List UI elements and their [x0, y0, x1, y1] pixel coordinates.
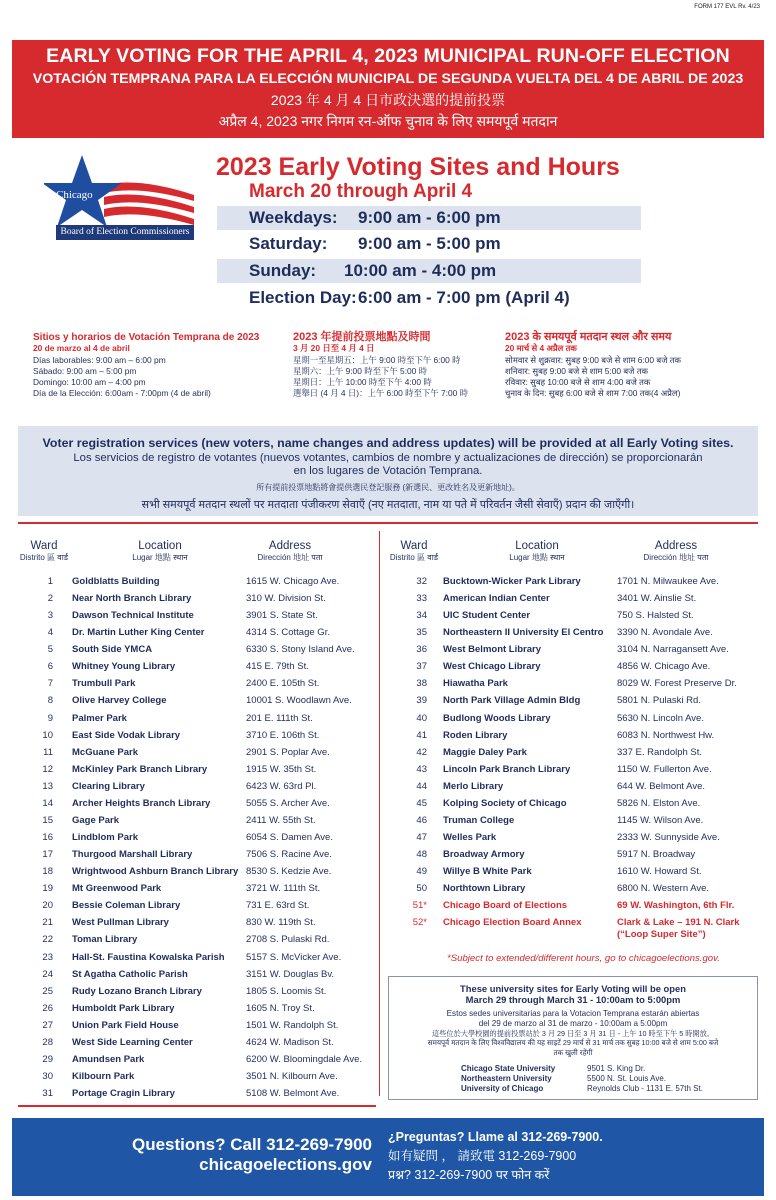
hours-label: Saturday: [249, 234, 328, 253]
site-name: McGuane Park [72, 746, 138, 758]
university-es-1: Estos sedes universitarias para la Votacion Temprana estarán abiertas [446, 1009, 700, 1018]
site-address: 2411 W. 55th St. [246, 814, 316, 826]
site-address: 644 W. Belmont Ave. [617, 780, 706, 792]
site-name: Trumbull Park [72, 678, 136, 690]
extended-hours-note: *Subject to extended/different hours, go to chicagoelections.gov. [447, 953, 720, 964]
site-name: Truman College [443, 814, 515, 826]
site-address: 8530 S. Kedzie Ave. [246, 866, 332, 878]
ward-number: 13 [42, 780, 53, 792]
site-name: Amundsen Park [72, 1053, 145, 1065]
ward-number: 51* [412, 900, 427, 912]
site-name: Chicago Board of Elections [443, 900, 568, 912]
site-name: Budlong Woods Library [443, 712, 551, 724]
site-name: Hiawatha Park [443, 678, 508, 690]
site-name: Bessie Coleman Library [72, 900, 181, 912]
site-address: 5917 N. Broadway [617, 849, 696, 861]
lang-line: 星期日：上午 10:00 時至下午 4:00 時 [293, 377, 432, 388]
hours-election-day [217, 286, 641, 310]
divider [18, 1105, 376, 1107]
site-address: 5108 W. Belmont Ave. [246, 1088, 340, 1100]
site-address: 750 S. Halsted St. [617, 610, 694, 622]
site-name: Thurgood Marshall Library [72, 849, 193, 861]
ward-number: 25 [42, 985, 53, 997]
lang-hi-block [505, 332, 681, 400]
site-address: 8029 W. Forest Preserve Dr. [617, 678, 737, 690]
title-es: VOTACIÓN TEMPRANA PARA LA ELECCIÓN MUNICIPAL DE SEGUNDA VUELTA DEL 4 DE ABRIL DE 2023 [32, 71, 744, 87]
site-name: Willye B White Park [443, 866, 532, 878]
university-item: Chicago State University 9501 S. King Dr. [461, 1064, 646, 1073]
ward-number: 44 [416, 780, 427, 792]
ward-number: 14 [42, 797, 53, 809]
site-name: St Agatha Catholic Parish [72, 968, 188, 980]
sites-dates: March 20 through April 4 [249, 181, 473, 202]
site-address: 830 W. 119th St. [246, 917, 316, 929]
site-name: West Belmont Library [443, 644, 542, 656]
site-address: 201 E. 111th St. [246, 712, 313, 724]
site-address: 4624 W. Madison St. [246, 1036, 334, 1048]
site-name: East Side Vodak Library [72, 729, 181, 741]
site-address: 3151 W. Douglas Bv. [246, 968, 335, 980]
lang-line: Días laborables: 9:00 am – 6:00 pm [33, 354, 166, 365]
university-es-2: del 29 de marzo al 31 de marzo - 10:00am a 5:00pm [478, 1018, 668, 1028]
ward-number: 24 [42, 968, 53, 980]
site-name: Gage Park [72, 814, 119, 826]
site-address: 3901 S. State St. [246, 610, 318, 622]
lang-line: Día de la Elección: 6:00am - 7:00pm (4 de abril) [33, 388, 211, 399]
ward-number: 40 [416, 712, 427, 724]
site-name: Welles Park [443, 832, 497, 844]
ward-number: 38 [416, 678, 427, 690]
hours-weekdays [217, 206, 641, 230]
registration-es-1: Los servicios de registro de votantes (nuevos votantes, cambios de nombre y actualizaciones de dirección) se proporcionarán [73, 452, 703, 464]
site-address: 415 E. 79th St. [246, 661, 309, 673]
hours-label: Election Day: [249, 288, 357, 307]
site-name: Wrightwood Ashburn Branch Library [72, 866, 239, 878]
site-address: 1615 W. Chicago Ave. [246, 576, 340, 587]
lang-es-block [33, 332, 259, 400]
ward-number: 31 [42, 1088, 53, 1100]
ward-number: 52* [412, 917, 427, 929]
ward-number: 47 [416, 832, 427, 844]
lang-line: सोमवार से शुक्रवार: सुबह 9:00 बजे से शाम 6:00 बजे तक [505, 354, 681, 365]
ward-number: 29 [42, 1053, 53, 1065]
ward-number: 34 [416, 610, 427, 622]
site-address: 4856 W. Chicago Ave. [617, 661, 711, 673]
site-name: Merlo Library [443, 780, 504, 792]
site-address: 3104 N. Narragansett Ave. [617, 644, 729, 656]
site-address: 7506 S. Racine Ave. [246, 849, 332, 861]
ward-number: 7 [47, 678, 53, 690]
site-address: 2708 S. Pulaski Rd. [246, 934, 330, 946]
site-address: 3501 N. Kilbourn Ave. [246, 1071, 338, 1083]
sites-title: 2023 Early Voting Sites and Hours [216, 153, 620, 181]
university-sites-box [388, 976, 758, 1100]
site-address: 1150 W. Fullerton Ave. [617, 763, 712, 775]
site-address: 1915 W. 35th St. [246, 763, 317, 775]
hours-value: 10:00 am - 4:00 pm [344, 261, 497, 280]
ward-number: 16 [42, 832, 53, 844]
ward-number: 1 [47, 576, 53, 587]
ward-number: 9 [47, 712, 53, 724]
ward-header: Ward Distrito 區 वार्ड [389, 540, 439, 562]
site-address: 5055 S. Archer Ave. [246, 797, 330, 809]
site-name: American Indian Center [443, 593, 550, 605]
site-name: Union Park Field House [72, 1019, 179, 1031]
ward-number: 33 [416, 593, 427, 605]
ward-number: 19 [42, 883, 53, 895]
ward-number: 6 [47, 661, 53, 673]
university-item: University of Chicago Reynolds Club - 1131 E. 57th St. [461, 1084, 703, 1093]
site-address: 1610 W. Howard St. [617, 866, 702, 878]
title-banner [12, 40, 764, 138]
site-address: 2901 S. Poplar Ave. [246, 746, 330, 758]
divider [18, 522, 758, 524]
site-address: 5157 S. McVicker Ave. [246, 951, 342, 963]
ward-number: 37 [416, 661, 427, 673]
site-name: Maggie Daley Park [443, 746, 527, 758]
site-name: Rudy Lozano Branch Library [72, 985, 202, 997]
lang-heading: 2023 年提前投票地點及時間 [293, 331, 431, 343]
lang-line: Domingo: 10:00 am – 4:00 pm [33, 377, 146, 388]
site-name: Roden Library [443, 729, 508, 741]
hours-label: Sunday: [249, 261, 317, 280]
ward-number: 11 [43, 746, 53, 758]
site-name: Goldblatts Building [72, 576, 160, 587]
university-list [461, 1064, 703, 1094]
site-name: Kolping Society of Chicago [443, 797, 567, 809]
site-name: South Side YMCA [72, 644, 153, 656]
hours-saturday [217, 232, 641, 256]
site-address: 337 E. Randolph St. [617, 746, 703, 758]
site-address: 3721 W. 111th St. [246, 883, 321, 895]
site-address: 3401 W. Ainslie St. [617, 593, 697, 605]
address-header: Address Dirección 地址 पता [643, 540, 709, 562]
site-address: 10001 S. Woodlawn Ave. [246, 695, 352, 707]
lang-zh-block [293, 332, 468, 400]
ward-number: 41 [416, 729, 427, 741]
lang-line: 星期一至星期五：上午 9:00 時至下午 6:00 時 [293, 354, 461, 365]
registration-zh: 所有提前投票地點將會提供選民登記服務 (新選民、更改姓名及更新地址)。 [256, 483, 520, 492]
lang-line: चुनाव के दिन: सुबह 6:00 बजे से शाम 7:00 तक(4 अप्रैल) [505, 388, 681, 399]
site-name: West Pullman Library [72, 917, 169, 929]
site-name: Bucktown-Wicker Park Library [443, 576, 581, 587]
hours-value: 9:00 am - 5:00 pm [358, 234, 501, 253]
site-address: Clark & Lake – 191 N. Clark [617, 917, 740, 929]
site-name: Humboldt Park Library [72, 1002, 175, 1014]
site-address: 1145 W. Wilson Ave. [617, 814, 704, 826]
ward-number: 4 [47, 627, 53, 639]
university-hi-1: समयपूर्व मतदान के लिए विश्वविद्यालय की यह साइटें 29 मार्च से 31 मार्च तक सुबह 10:00 बजे से शाम 5:00 बजे [427, 1038, 719, 1048]
university-en-1: These university sites for Early Voting will be open [460, 983, 686, 994]
site-address-line2: (“Loop Super Site”) [617, 929, 706, 941]
ward-number: 8 [47, 695, 53, 707]
lang-line: रविवार: सुबह 10:00 बजे से शाम 4:00 बजे तक [505, 377, 651, 388]
site-name: Olive Harvey College [72, 695, 167, 707]
site-name: Lindblom Park [72, 832, 138, 844]
site-name: Palmer Park [72, 712, 127, 724]
questions-hi: प्रश्न? 312-269-7900 पर फोन करें [388, 1168, 550, 1182]
hours-value: 9:00 am - 6:00 pm [358, 208, 501, 227]
registration-notice [18, 426, 758, 516]
lang-dates: 20 मार्च से 4 अप्रैल तक [505, 343, 577, 354]
ward-number: 28 [42, 1036, 53, 1048]
ward-number: 27 [42, 1019, 53, 1031]
site-name: Portage Cragin Library [72, 1088, 175, 1100]
site-address: 6083 N. Northwest Hw. [617, 729, 715, 741]
ward-number: 17 [42, 849, 53, 861]
site-name: Toman Library [72, 934, 138, 946]
site-name: West Side Learning Center [72, 1036, 193, 1048]
site-address: 3390 N. Avondale Ave. [617, 627, 713, 639]
ward-number: 22 [42, 934, 53, 946]
site-address: 5826 N. Elston Ave. [617, 797, 701, 809]
site-name: Whitney Young Library [72, 661, 176, 673]
ward-number: 43 [416, 763, 427, 775]
ward-number: 12 [42, 763, 53, 775]
hours-sunday [217, 259, 641, 283]
ward-number: 23 [42, 951, 53, 963]
site-address: 2333 W. Sunnyside Ave. [617, 832, 720, 844]
address-header: Address Dirección 地址 पता [257, 540, 323, 562]
site-address: 1805 S. Loomis St. [246, 985, 327, 997]
questions-es: ¿Preguntas? Llame al 312-269-7900. [388, 1130, 603, 1144]
ward-number: 45 [416, 797, 427, 809]
ward-number: 36 [416, 644, 427, 656]
site-address: 69 W. Washington, 6th Flr. [617, 900, 735, 912]
university-hi-2: तक खुली रहेंगी [553, 1047, 593, 1057]
ward-number: 26 [42, 1002, 53, 1014]
site-name: Hall-St. Faustina Kowalska Parish [72, 951, 225, 963]
ward-number: 30 [42, 1071, 53, 1083]
title-zh: 2023 年 4 月 4 日市政決選的提前投票 [270, 92, 506, 108]
site-name: Northtown Library [443, 883, 526, 895]
site-address: 3710 E. 106th St. [246, 729, 320, 741]
site-address: 731 E. 63rd St. [246, 900, 310, 912]
site-name: Northeastern II University El Centro [443, 627, 604, 639]
site-name: Near North Branch Library [72, 593, 192, 605]
site-name: Chicago Election Board Annex [443, 917, 582, 929]
ward-number: 20 [42, 900, 53, 912]
ward-number: 48 [416, 849, 427, 861]
form-id: FORM 177 EVL Rv. 4/23 [694, 4, 760, 10]
hours-value: 6:00 am - 7:00 pm (April 4) [358, 288, 570, 307]
location-header: Location Lugar 地點 स्थान [509, 540, 565, 562]
website-link[interactable]: chicagoelections.gov [199, 1155, 372, 1174]
chicago-board-logo [44, 155, 202, 243]
site-address: 5630 N. Lincoln Ave. [617, 712, 704, 724]
site-address: 6423 W. 63rd Pl. [246, 780, 317, 792]
site-address: 6054 S. Damen Ave. [246, 832, 333, 844]
ward-number: 10 [42, 729, 53, 741]
logo-org: Board of Election Commissioners [56, 225, 194, 240]
ward-number: 49 [416, 866, 427, 878]
site-name: Lincoln Park Branch Library [443, 763, 571, 775]
site-name: UIC Student Center [443, 610, 531, 622]
site-name: McKinley Park Branch Library [72, 763, 208, 775]
contact-en [132, 1135, 372, 1175]
ward-number: 21 [42, 917, 53, 929]
site-name: Clearing Library [72, 780, 145, 792]
university-en-2: March 29 through March 31 - 10:00am to 5:00pm [465, 994, 681, 1005]
site-address: 310 W. Division St. [246, 593, 326, 605]
site-name: North Park Village Admin Bldg [443, 695, 581, 707]
site-address: 6330 S. Stony Island Ave. [246, 644, 355, 656]
ward-number: 35 [416, 627, 427, 639]
site-address: 4314 S. Cottage Gr. [246, 627, 330, 639]
lang-dates: 20 de marzo al 4 de abril [33, 343, 130, 354]
ward-number: 3 [47, 610, 53, 622]
contact-banner [12, 1118, 764, 1196]
site-address: 1701 N. Milwaukee Ave. [617, 576, 719, 587]
university-zh: 這些位於大學校園的提前投票站於 3 月 29 日至 3 月 31 日 - 上午 10 時至下午 5 時開放。 [432, 1029, 714, 1039]
site-address: 6800 N. Western Ave. [617, 883, 710, 895]
title-en: EARLY VOTING FOR THE APRIL 4, 2023 MUNICIPAL RUN-OFF ELECTION [46, 45, 730, 67]
ward-number: 15 [42, 814, 53, 826]
ward-number: 18 [42, 866, 53, 878]
hours-label: Weekdays: [249, 208, 338, 227]
ward-number: 42 [416, 746, 427, 758]
site-name: Kilbourn Park [72, 1071, 135, 1083]
registration-es-2: en los lugares de Votación Temprana. [293, 465, 483, 477]
site-name: Mt Greenwood Park [72, 883, 162, 895]
site-address: 2400 E. 105th St. [246, 678, 320, 690]
site-name: West Chicago Library [443, 661, 541, 673]
site-address: 5801 N. Pulaski Rd. [617, 695, 701, 707]
questions-zh: 如有疑問 ， 請致電 312-269-7900 [388, 1149, 577, 1163]
ward-number: 46 [416, 814, 427, 826]
ward-number: 50 [416, 883, 427, 895]
site-name: Dawson Technical Institute [72, 610, 194, 622]
location-header: Location Lugar 地點 स्थान [132, 540, 188, 562]
lang-dates: 3 月 20 日至 4 月 4 日 [293, 343, 375, 354]
logo-city: Chicago [56, 189, 93, 201]
site-address: 1605 N. Troy St. [246, 1002, 315, 1014]
ward-number: 5 [47, 644, 53, 656]
lang-heading: Sitios y horarios de Votación Temprana de 2023 [33, 332, 260, 343]
ward-header: Ward Distrito 區 वार्ड [19, 540, 69, 562]
registration-en: Voter registration services (new voters, name changes and address updates) will be provided at all Early Voting sites. [42, 436, 734, 450]
column-divider [379, 531, 380, 1096]
university-item: Northeastern University 5500 N. St. Louis Ave. [461, 1074, 667, 1083]
lang-heading: 2023 के समयपूर्व मतदान स्थल और समय [505, 331, 672, 343]
site-name: Dr. Martin Luther King Center [72, 627, 205, 639]
registration-hi: सभी समयपूर्व मतदान स्थलों पर मतदाता पंजीकरण सेवाएँ (नए मतदाता, नाम या पते में परिवर्तन जैसी सेवाएँ) प्रदान की जाएँगी। [141, 499, 635, 511]
questions-en: Questions? Call 312-269-7900 [131, 1135, 372, 1154]
site-address: 6200 W. Bloomingdale Ave. [246, 1053, 363, 1065]
site-address: 1501 W. Randolph St. [246, 1019, 339, 1031]
lang-line: 星期六：上午 9:00 時至下午 5:00 時 [293, 365, 428, 376]
site-name: Archer Heights Branch Library [72, 797, 211, 809]
contact-ml [388, 1128, 603, 1185]
ward-number: 2 [47, 593, 53, 605]
ward-number: 32 [416, 576, 427, 587]
ward-number: 39 [416, 695, 427, 707]
lang-line: शनिवार: सुबह 9:00 बजे से शाम 5:00 बजे तक [505, 365, 648, 376]
title-hi: अप्रैल 4, 2023 नगर निगम रन-ऑफ चुनाव के लिए समयपूर्व मतदान [218, 113, 558, 129]
lang-line: 選舉日 (4 月 4 日)：上午 6:00 時至下午 7:00 時 [293, 388, 468, 399]
site-name: Broadway Armory [443, 849, 525, 861]
lang-line: Sábado: 9:00 am – 5:00 pm [33, 365, 137, 376]
